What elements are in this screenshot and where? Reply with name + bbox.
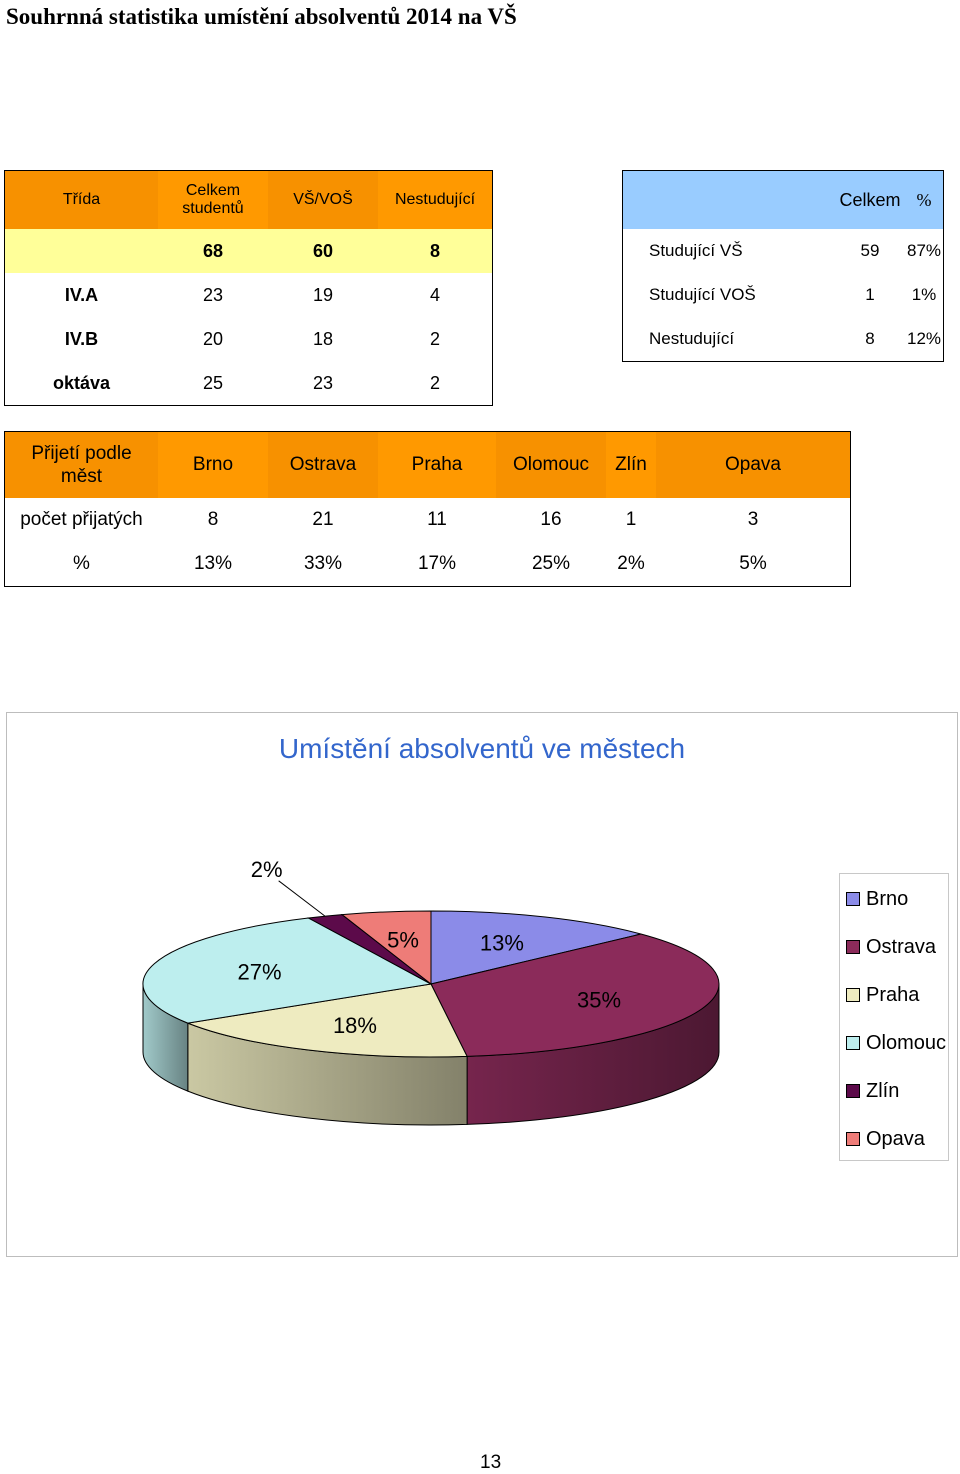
- table-row: [5, 361, 493, 406]
- cell: Studující VŠ: [649, 241, 743, 260]
- cell: 87%: [906, 241, 942, 260]
- cell: 5%: [739, 553, 767, 574]
- cell: 8: [865, 329, 875, 348]
- legend-swatch: [846, 940, 860, 954]
- legend-item-olomouc: [846, 1028, 946, 1058]
- cell: 23: [202, 284, 224, 305]
- legend-label: Praha: [866, 983, 920, 1006]
- header-brno: Brno: [158, 432, 268, 499]
- cell: 13%: [193, 553, 233, 574]
- cell: počet přijatých: [20, 509, 143, 530]
- cell: [5, 229, 159, 273]
- cell: 33%: [303, 553, 343, 574]
- legend-item-zlín: [846, 1076, 899, 1106]
- cell: %: [73, 553, 90, 574]
- table-row-total: [5, 229, 493, 273]
- cell: 8: [207, 509, 219, 530]
- legend-swatch: [846, 988, 860, 1002]
- header-total: Celkem: [835, 171, 905, 230]
- cell: 23: [312, 372, 334, 393]
- legend-label: Brno: [866, 887, 909, 910]
- header-opava: Opava: [656, 432, 851, 499]
- cell: Nestudující: [649, 329, 735, 348]
- cell: 25%: [531, 553, 571, 574]
- study-status-table: [622, 170, 944, 362]
- legend-item-ostrava: [846, 932, 936, 962]
- table-row: [623, 273, 944, 317]
- pie-chart: [6, 712, 958, 1257]
- header-not-studying: Nestudující: [378, 171, 493, 230]
- cell: IV.A: [64, 284, 99, 305]
- legend-item-praha: [846, 980, 919, 1010]
- header-percent: %: [905, 171, 944, 230]
- header-total-students: Celkem studentů: [158, 171, 268, 230]
- header-zlin: Zlín: [606, 432, 656, 499]
- cell: 21: [312, 509, 334, 530]
- cell: 11: [427, 509, 447, 530]
- header-vs-vos: VŠ/VOŠ: [268, 171, 378, 230]
- header-praha: Praha: [378, 432, 496, 499]
- cell: 20: [202, 328, 224, 349]
- chart-legend: [839, 873, 949, 1161]
- legend-label: Opava: [866, 1127, 925, 1150]
- legend-swatch: [846, 892, 860, 906]
- cell: 16: [540, 509, 562, 530]
- pie-label-zlín: 2%: [250, 856, 283, 882]
- header-admission-by-city: Přijetí podle měst: [5, 432, 159, 499]
- legend-item-opava: [846, 1124, 925, 1154]
- cell: 1: [625, 509, 637, 530]
- cell: 68: [158, 229, 268, 273]
- cell: 12%: [906, 329, 942, 348]
- page-title: Souhrnná statistika umístění absolventů 2014 na VŠ: [6, 4, 517, 29]
- legend-label: Olomouc: [866, 1031, 947, 1054]
- legend-label: Zlín: [866, 1079, 900, 1102]
- cell: Studující VOŠ: [649, 285, 756, 304]
- city-admission-table: [4, 431, 851, 587]
- pie-label-brno: 13%: [479, 930, 524, 956]
- cell: 2: [429, 372, 440, 393]
- pie-label-ostrava: 35%: [576, 987, 622, 1013]
- header-empty: [623, 171, 836, 230]
- table-row: [623, 229, 944, 273]
- legend-item-brno: [846, 884, 908, 914]
- cell: IV.B: [64, 328, 99, 349]
- cell: oktáva: [52, 372, 111, 393]
- pie-label-olomouc: 27%: [237, 959, 282, 985]
- cell: 3: [747, 509, 759, 530]
- cell: 18: [312, 328, 334, 349]
- header-class: Třída: [5, 171, 159, 230]
- legend-label: Ostrava: [866, 935, 937, 958]
- class-summary-table: [4, 170, 493, 406]
- cell: 59: [860, 241, 880, 260]
- cell: 2: [429, 328, 440, 349]
- page-number: 13: [480, 1452, 502, 1473]
- legend-swatch: [846, 1132, 860, 1146]
- pie-label-praha: 18%: [332, 1012, 377, 1038]
- cell: 60: [268, 229, 378, 273]
- cell: 25: [202, 372, 224, 393]
- cell: 1: [865, 285, 875, 304]
- pie-leader-line-zlín: [279, 881, 325, 916]
- legend-swatch: [846, 1036, 860, 1050]
- table-row: [5, 498, 851, 542]
- cell: 4: [429, 284, 440, 305]
- legend-swatch: [846, 1084, 860, 1098]
- cell: 19: [312, 284, 334, 305]
- cell: 8: [378, 229, 493, 273]
- table-row: [623, 317, 944, 362]
- pie-label-opava: 5%: [387, 927, 419, 953]
- chart-title: Umístění absolventů ve městech: [278, 733, 686, 764]
- cell: 1%: [911, 285, 937, 304]
- header-olomouc: Olomouc: [496, 432, 606, 499]
- table-row: [5, 273, 493, 317]
- cell: 2%: [617, 553, 645, 574]
- pie-chart-svg: [7, 713, 957, 1256]
- cell: 17%: [417, 553, 457, 574]
- header-ostrava: Ostrava: [268, 432, 378, 499]
- table-row: [5, 317, 493, 361]
- table-row: [5, 542, 851, 587]
